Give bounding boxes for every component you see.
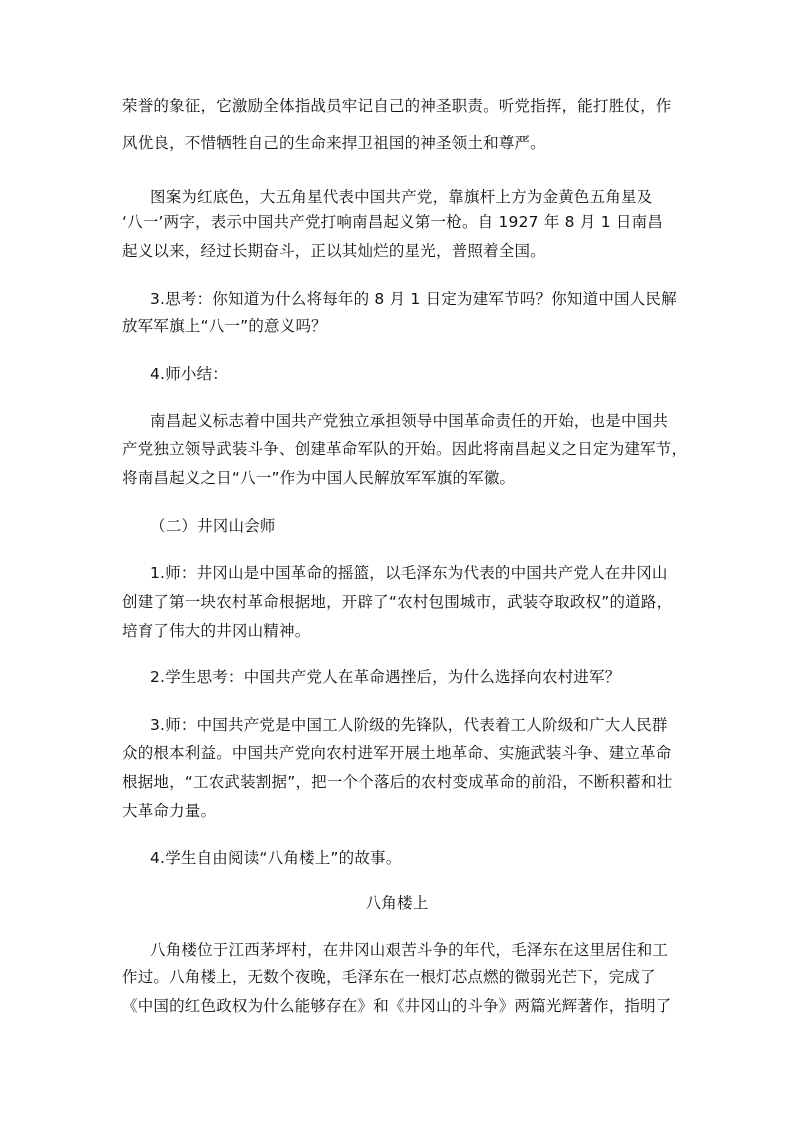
text-line: 3.思考：你知道为什么将每年的 8 月 1 日定为建军节吗？你知道中国人民解	[150, 290, 677, 308]
text-line: 风优良，不惜牺牲自己的生命来捍卫祖国的神圣领土和尊严。	[122, 134, 546, 152]
text-line: 1.师：井冈山是中国革命的摇篮，以毛泽东为代表的中国共产党人在井冈山	[150, 564, 668, 582]
section-heading: （二）井冈山会师	[150, 517, 276, 535]
text-line: 2.学生思考：中国共产党人在革命遇挫后，为什么选择向农村进军？	[150, 668, 621, 686]
text-line: 大革命力量。	[122, 802, 217, 820]
text-line: 起义以来，经过长期奋斗，正以其灿烂的星光，普照着全国。	[122, 242, 546, 260]
text-line: 众的根本利益。中国共产党向农村进军开展土地革命、实施武装斗争、建立革命	[122, 744, 672, 762]
text-line: 八角楼位于江西茅坪村，在井冈山艰苦斗争的年代，毛泽东在这里居住和工	[150, 941, 669, 959]
text-line: 根据地，“工农武装割据”，把一个个落后的农村变成革命的前沿，不断积蓄和壮	[122, 773, 673, 791]
text-line: 作过。八角楼上，无数个夜晚，毛泽东在一根灯芯点燃的微弱光芒下，完成了	[122, 968, 656, 986]
text-line: ‘八一’两字，表示中国共产党打响南昌起义第一枪。自 1927 年 8 月 1 日南昌	[122, 213, 663, 231]
text-line: 培育了伟大的井冈山精神。	[122, 622, 311, 640]
text-line: 放军军旗上“八一”的意义吗？	[122, 317, 327, 335]
text-line: 4.学生自由阅读“八角楼上”的故事。	[150, 849, 402, 867]
text-line: 《中国的红色政权为什么能够存在》和《井冈山的斗争》两篇光辉著作，指明了	[122, 997, 672, 1015]
text-line: 图案为红底色，大五角星代表中国共产党，靠旗杆上方为金黄色五角星及	[150, 188, 653, 206]
text-line: 将南昌起义之日“八一”作为中国人民解放军军旗的军徽。	[122, 469, 516, 487]
text-line: 创建了第一块农村革命根据地，开辟了“农村包围城市，武装夺取政权”的道路，	[122, 593, 673, 611]
text-line: 3.师：中国共产党是中国工人阶级的先锋队，代表着工人阶级和广大人民群	[150, 716, 668, 734]
text-line: 4.师小结：	[150, 365, 228, 383]
story-title: 八角楼上	[365, 894, 429, 912]
text-line: 荣誉的象征，它激励全体指战员牢记自己的神圣职责。听党指挥，能打胜仗，作	[122, 97, 672, 115]
text-line: 产党独立领导武装斗争、创建革命军队的开始。因此将南昌起义之日定为建军节，	[122, 440, 688, 458]
text-line: 南昌起义标志着中国共产党独立承担领导中国革命责任的开始，也是中国共	[150, 412, 669, 430]
